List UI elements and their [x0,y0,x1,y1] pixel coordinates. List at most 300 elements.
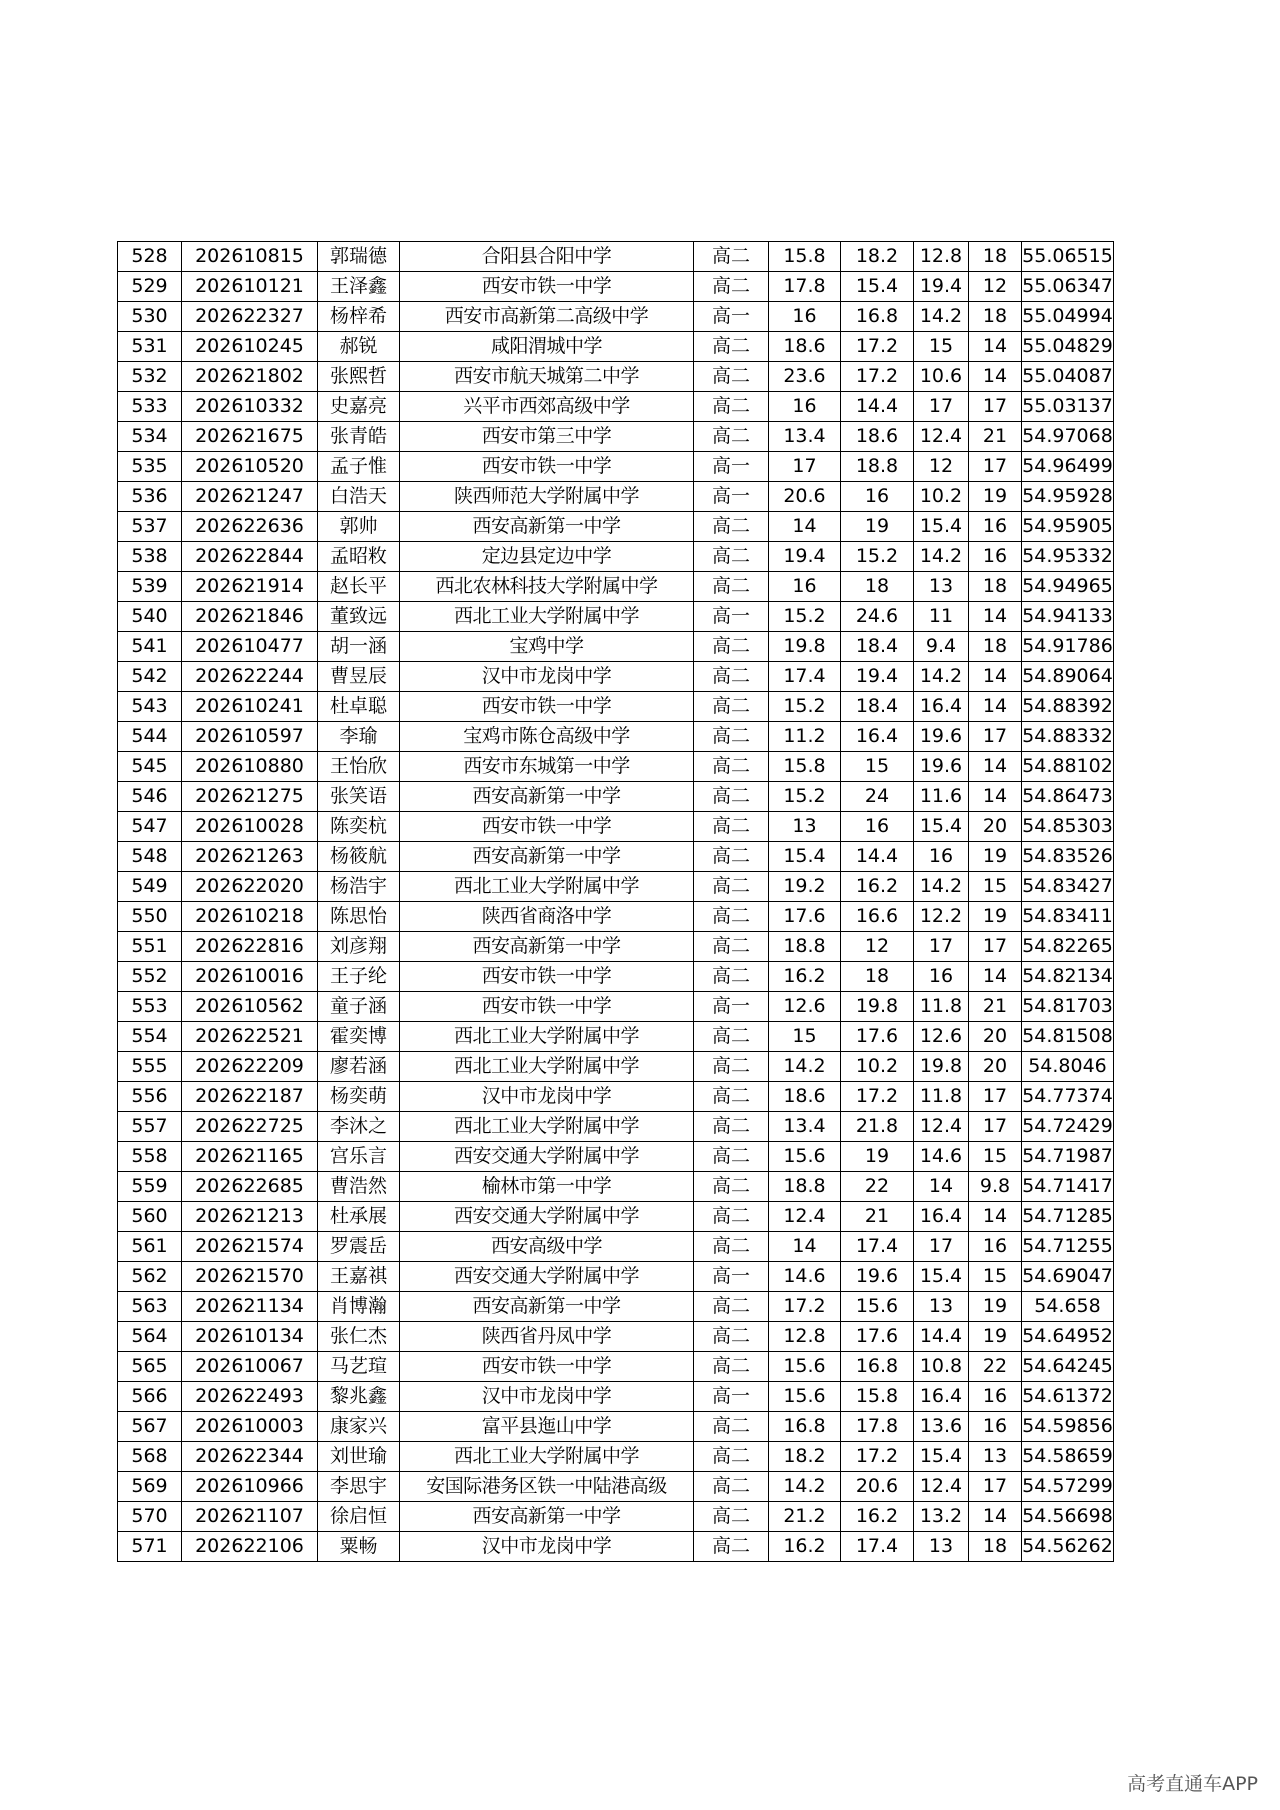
cell-score-2: 10.2 [841,1052,914,1082]
cell-score-3: 19.6 [914,752,969,782]
cell-score-3: 12.2 [914,902,969,932]
cell-score-2: 14.4 [841,842,914,872]
cell-name: 杜承展 [318,1202,400,1232]
cell-rank: 571 [118,1532,182,1562]
cell-score-4: 21 [969,992,1022,1022]
cell-total-score: 55.06515 [1022,242,1114,272]
cell-score-3: 11.8 [914,1082,969,1112]
cell-score-2: 19 [841,1142,914,1172]
cell-score-3: 14 [914,1172,969,1202]
cell-rank: 557 [118,1112,182,1142]
cell-score-3: 16.4 [914,1202,969,1232]
cell-score-2: 19.8 [841,992,914,1022]
cell-exam-id: 202622844 [182,542,318,572]
cell-rank: 567 [118,1412,182,1442]
cell-score-2: 15.8 [841,1382,914,1412]
table-row [118,1022,1114,1052]
cell-score-3: 11.6 [914,782,969,812]
cell-grade: 高二 [694,392,769,422]
cell-total-score: 54.82265 [1022,932,1114,962]
cell-exam-id: 202621846 [182,602,318,632]
cell-grade: 高二 [694,1232,769,1262]
table-row [118,392,1114,422]
cell-score-1: 16 [769,572,841,602]
cell-score-2: 17.2 [841,1082,914,1112]
cell-rank: 543 [118,692,182,722]
cell-grade: 高二 [694,1142,769,1172]
cell-score-2: 16.2 [841,1502,914,1532]
cell-school: 西安交通大学附属中学 [400,1202,694,1232]
cell-score-1: 17 [769,452,841,482]
cell-total-score: 54.88392 [1022,692,1114,722]
cell-score-4: 14 [969,362,1022,392]
cell-total-score: 54.95332 [1022,542,1114,572]
cell-exam-id: 202622327 [182,302,318,332]
table-row [118,1232,1114,1262]
cell-score-3: 12.4 [914,1112,969,1142]
cell-name: 张笑语 [318,782,400,812]
cell-score-3: 13.6 [914,1412,969,1442]
cell-name: 曹昱辰 [318,662,400,692]
cell-school: 陕西省商洛中学 [400,902,694,932]
table-row [118,1082,1114,1112]
cell-exam-id: 202610880 [182,752,318,782]
cell-rank: 570 [118,1502,182,1532]
table-row [118,1442,1114,1472]
cell-grade: 高二 [694,692,769,722]
cell-school: 西安市铁一中学 [400,1352,694,1382]
cell-score-3: 15.4 [914,512,969,542]
cell-school: 西安高新第一中学 [400,1502,694,1532]
cell-exam-id: 202621263 [182,842,318,872]
cell-rank: 555 [118,1052,182,1082]
cell-exam-id: 202610003 [182,1412,318,1442]
cell-score-4: 20 [969,1052,1022,1082]
cell-score-1: 13.4 [769,422,841,452]
cell-total-score: 54.94133 [1022,602,1114,632]
table-row [118,932,1114,962]
cell-score-4: 18 [969,1532,1022,1562]
cell-score-4: 12 [969,272,1022,302]
cell-grade: 高二 [694,362,769,392]
cell-school: 西安高新第一中学 [400,782,694,812]
cell-rank: 566 [118,1382,182,1412]
cell-name: 肖博瀚 [318,1292,400,1322]
cell-score-4: 14 [969,692,1022,722]
cell-score-1: 17.6 [769,902,841,932]
cell-score-1: 16.8 [769,1412,841,1442]
cell-grade: 高二 [694,1292,769,1322]
cell-score-3: 17 [914,392,969,422]
table-row [118,482,1114,512]
cell-score-2: 12 [841,932,914,962]
cell-score-4: 14 [969,752,1022,782]
cell-score-1: 18.8 [769,1172,841,1202]
cell-score-4: 16 [969,1412,1022,1442]
cell-rank: 568 [118,1442,182,1472]
cell-name: 罗震岳 [318,1232,400,1262]
table-row [118,542,1114,572]
cell-score-3: 15 [914,332,969,362]
cell-score-2: 14.4 [841,392,914,422]
cell-score-1: 19.2 [769,872,841,902]
cell-rank: 553 [118,992,182,1022]
table-row [118,1352,1114,1382]
cell-score-2: 18 [841,572,914,602]
cell-grade: 高二 [694,572,769,602]
cell-score-3: 12.4 [914,1472,969,1502]
cell-score-1: 13 [769,812,841,842]
cell-score-1: 18.6 [769,332,841,362]
cell-score-2: 15 [841,752,914,782]
cell-name: 孟子惟 [318,452,400,482]
cell-score-4: 13 [969,1442,1022,1472]
cell-name: 徐启恒 [318,1502,400,1532]
cell-score-4: 19 [969,1292,1022,1322]
cell-score-4: 16 [969,512,1022,542]
cell-grade: 高一 [694,302,769,332]
cell-score-2: 18.6 [841,422,914,452]
cell-grade: 高二 [694,842,769,872]
cell-score-2: 17.8 [841,1412,914,1442]
table-row [118,1382,1114,1412]
cell-school: 西北工业大学附属中学 [400,872,694,902]
cell-score-1: 11.2 [769,722,841,752]
table-row [118,782,1114,812]
cell-total-score: 54.82134 [1022,962,1114,992]
cell-total-score: 54.56698 [1022,1502,1114,1532]
cell-grade: 高二 [694,332,769,362]
cell-score-3: 19.8 [914,1052,969,1082]
cell-name: 刘世瑜 [318,1442,400,1472]
cell-total-score: 54.56262 [1022,1532,1114,1562]
cell-school: 合阳县合阳中学 [400,242,694,272]
cell-score-3: 9.4 [914,632,969,662]
cell-score-3: 14.6 [914,1142,969,1172]
cell-rank: 540 [118,602,182,632]
cell-total-score: 54.58659 [1022,1442,1114,1472]
cell-name: 王怡欣 [318,752,400,782]
cell-score-3: 16 [914,962,969,992]
cell-school: 汉中市龙岗中学 [400,1082,694,1112]
cell-exam-id: 202622521 [182,1022,318,1052]
cell-name: 史嘉亮 [318,392,400,422]
cell-total-score: 54.83411 [1022,902,1114,932]
cell-name: 黎兆鑫 [318,1382,400,1412]
cell-name: 陈思怡 [318,902,400,932]
cell-score-1: 16.2 [769,1532,841,1562]
cell-score-2: 16.8 [841,1352,914,1382]
table-row [118,1292,1114,1322]
cell-rank: 528 [118,242,182,272]
cell-exam-id: 202610966 [182,1472,318,1502]
cell-score-1: 20.6 [769,482,841,512]
cell-name: 董致远 [318,602,400,632]
cell-score-3: 10.2 [914,482,969,512]
cell-total-score: 54.88102 [1022,752,1114,782]
cell-grade: 高二 [694,512,769,542]
table-row [118,1142,1114,1172]
cell-grade: 高一 [694,452,769,482]
cell-score-3: 13 [914,1292,969,1322]
cell-name: 宫乐言 [318,1142,400,1172]
table-row [118,1322,1114,1352]
cell-rank: 530 [118,302,182,332]
cell-name: 杜卓聪 [318,692,400,722]
table-row [118,422,1114,452]
cell-rank: 552 [118,962,182,992]
cell-name: 张青皓 [318,422,400,452]
cell-score-4: 17 [969,1082,1022,1112]
cell-grade: 高二 [694,722,769,752]
cell-score-3: 10.6 [914,362,969,392]
cell-name: 李瑜 [318,722,400,752]
cell-exam-id: 202610520 [182,452,318,482]
cell-exam-id: 202622244 [182,662,318,692]
cell-name: 赵长平 [318,572,400,602]
cell-score-3: 17 [914,932,969,962]
cell-score-1: 15.6 [769,1142,841,1172]
cell-exam-id: 202622187 [182,1082,318,1112]
cell-exam-id: 202621914 [182,572,318,602]
cell-name: 霍奕博 [318,1022,400,1052]
cell-score-2: 24 [841,782,914,812]
cell-exam-id: 202621165 [182,1142,318,1172]
cell-grade: 高二 [694,752,769,782]
table-row [118,632,1114,662]
cell-score-1: 15.2 [769,692,841,722]
cell-grade: 高二 [694,1412,769,1442]
cell-rank: 549 [118,872,182,902]
cell-rank: 536 [118,482,182,512]
cell-school: 宝鸡中学 [400,632,694,662]
cell-score-2: 19.4 [841,662,914,692]
table-row [118,962,1114,992]
cell-exam-id: 202610241 [182,692,318,722]
cell-grade: 高二 [694,962,769,992]
cell-school: 西安交通大学附属中学 [400,1262,694,1292]
cell-score-2: 18.4 [841,692,914,722]
cell-exam-id: 202622685 [182,1172,318,1202]
cell-score-3: 12.6 [914,1022,969,1052]
cell-score-4: 14 [969,332,1022,362]
cell-score-4: 19 [969,902,1022,932]
cell-score-4: 14 [969,782,1022,812]
cell-exam-id: 202610477 [182,632,318,662]
cell-total-score: 54.64245 [1022,1352,1114,1382]
cell-score-4: 15 [969,872,1022,902]
cell-name: 廖若涵 [318,1052,400,1082]
cell-school: 西北工业大学附属中学 [400,1022,694,1052]
cell-score-1: 13.4 [769,1112,841,1142]
cell-score-2: 20.6 [841,1472,914,1502]
cell-score-4: 19 [969,482,1022,512]
cell-school: 兴平市西郊高级中学 [400,392,694,422]
cell-grade: 高一 [694,1382,769,1412]
cell-score-1: 14 [769,1232,841,1262]
cell-exam-id: 202622636 [182,512,318,542]
cell-school: 西安市铁一中学 [400,962,694,992]
cell-score-3: 16.4 [914,692,969,722]
table-body [118,242,1114,1562]
table-row [118,1112,1114,1142]
cell-rank: 532 [118,362,182,392]
cell-rank: 547 [118,812,182,842]
cell-rank: 535 [118,452,182,482]
cell-rank: 538 [118,542,182,572]
cell-school: 西安市东城第一中学 [400,752,694,782]
cell-grade: 高二 [694,1352,769,1382]
cell-score-2: 17.6 [841,1022,914,1052]
cell-score-4: 18 [969,572,1022,602]
cell-total-score: 54.97068 [1022,422,1114,452]
cell-score-1: 16 [769,392,841,422]
cell-score-1: 23.6 [769,362,841,392]
cell-grade: 高二 [694,1322,769,1352]
cell-total-score: 54.81508 [1022,1022,1114,1052]
cell-score-1: 14.2 [769,1472,841,1502]
cell-school: 西安市铁一中学 [400,812,694,842]
cell-score-4: 19 [969,842,1022,872]
cell-rank: 534 [118,422,182,452]
cell-score-4: 14 [969,662,1022,692]
cell-rank: 544 [118,722,182,752]
cell-exam-id: 202622493 [182,1382,318,1412]
table-row [118,302,1114,332]
cell-total-score: 54.91786 [1022,632,1114,662]
cell-total-score: 55.03137 [1022,392,1114,422]
cell-name: 刘彦翔 [318,932,400,962]
cell-school: 榆林市第一中学 [400,1172,694,1202]
cell-name: 胡一涵 [318,632,400,662]
cell-score-2: 17.4 [841,1532,914,1562]
cell-total-score: 54.71417 [1022,1172,1114,1202]
cell-grade: 高二 [694,1052,769,1082]
cell-score-2: 16.2 [841,872,914,902]
cell-name: 王子纶 [318,962,400,992]
cell-name: 陈奕杭 [318,812,400,842]
cell-total-score: 54.85303 [1022,812,1114,842]
table-row [118,872,1114,902]
cell-name: 杨奕萌 [318,1082,400,1112]
cell-total-score: 54.95928 [1022,482,1114,512]
cell-name: 郭帅 [318,512,400,542]
cell-score-2: 16.8 [841,302,914,332]
cell-score-1: 18.6 [769,1082,841,1112]
cell-score-4: 17 [969,1472,1022,1502]
cell-score-3: 15.4 [914,1262,969,1292]
cell-school: 西安市铁一中学 [400,272,694,302]
cell-rank: 565 [118,1352,182,1382]
cell-score-1: 15.8 [769,242,841,272]
cell-school: 西安高新第一中学 [400,1292,694,1322]
table-row [118,452,1114,482]
cell-score-4: 20 [969,1022,1022,1052]
cell-exam-id: 202622106 [182,1532,318,1562]
cell-score-1: 15 [769,1022,841,1052]
cell-school: 西北工业大学附属中学 [400,602,694,632]
cell-exam-id: 202610121 [182,272,318,302]
table-row [118,1412,1114,1442]
cell-school: 西安交通大学附属中学 [400,1142,694,1172]
cell-score-2: 16.6 [841,902,914,932]
cell-score-3: 14.2 [914,302,969,332]
cell-score-2: 18 [841,962,914,992]
cell-grade: 高二 [694,272,769,302]
cell-rank: 561 [118,1232,182,1262]
cell-score-3: 11.8 [914,992,969,1022]
cell-score-2: 17.6 [841,1322,914,1352]
cell-score-2: 16.4 [841,722,914,752]
cell-school: 宝鸡市陈仓高级中学 [400,722,694,752]
cell-school: 西北工业大学附属中学 [400,1112,694,1142]
cell-rank: 559 [118,1172,182,1202]
cell-exam-id: 202610815 [182,242,318,272]
table-row [118,752,1114,782]
cell-grade: 高二 [694,632,769,662]
cell-name: 曹浩然 [318,1172,400,1202]
cell-score-4: 14 [969,962,1022,992]
cell-grade: 高二 [694,1022,769,1052]
cell-score-3: 19.6 [914,722,969,752]
cell-school: 西北工业大学附属中学 [400,1052,694,1082]
cell-score-1: 15.8 [769,752,841,782]
cell-score-1: 18.2 [769,1442,841,1472]
cell-rank: 542 [118,662,182,692]
cell-exam-id: 202622344 [182,1442,318,1472]
cell-score-4: 14 [969,1202,1022,1232]
table-row [118,602,1114,632]
cell-rank: 539 [118,572,182,602]
cell-grade: 高二 [694,812,769,842]
cell-school: 陕西师范大学附属中学 [400,482,694,512]
cell-grade: 高二 [694,1202,769,1232]
cell-score-1: 14 [769,512,841,542]
table-row [118,272,1114,302]
cell-grade: 高二 [694,1502,769,1532]
cell-score-1: 16 [769,302,841,332]
cell-exam-id: 202621570 [182,1262,318,1292]
cell-name: 王泽鑫 [318,272,400,302]
cell-total-score: 55.04829 [1022,332,1114,362]
cell-score-1: 21.2 [769,1502,841,1532]
cell-total-score: 54.83427 [1022,872,1114,902]
cell-name: 童子涵 [318,992,400,1022]
cell-score-1: 12.4 [769,1202,841,1232]
cell-score-2: 17.2 [841,362,914,392]
cell-school: 西安高新第一中学 [400,512,694,542]
cell-rank: 533 [118,392,182,422]
cell-score-1: 14.6 [769,1262,841,1292]
cell-rank: 551 [118,932,182,962]
cell-score-4: 18 [969,632,1022,662]
cell-name: 张仁杰 [318,1322,400,1352]
table-row [118,902,1114,932]
cell-rank: 554 [118,1022,182,1052]
cell-grade: 高一 [694,1262,769,1292]
cell-score-2: 17.2 [841,1442,914,1472]
table-row [118,332,1114,362]
cell-rank: 541 [118,632,182,662]
table-row [118,1172,1114,1202]
cell-score-4: 17 [969,392,1022,422]
cell-rank: 563 [118,1292,182,1322]
cell-school: 富平县迤山中学 [400,1412,694,1442]
cell-score-2: 15.4 [841,272,914,302]
cell-total-score: 54.61372 [1022,1382,1114,1412]
cell-total-score: 54.71285 [1022,1202,1114,1232]
cell-grade: 高一 [694,602,769,632]
